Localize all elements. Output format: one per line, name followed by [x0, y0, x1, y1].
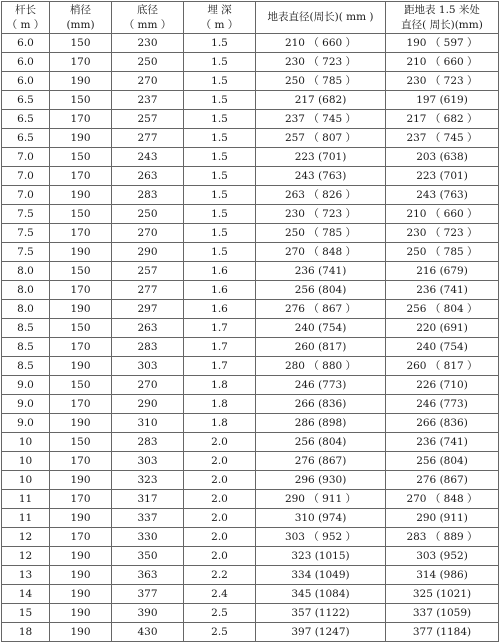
cell-ground-diameter: 256 (804) [256, 281, 386, 300]
header-bottom-diameter-unit: （ mm ） [123, 18, 172, 31]
cell-ground-diameter: 210 （ 660 ） [256, 34, 386, 53]
cell-bottom-diameter: 350 [112, 547, 184, 566]
header-bottom-diameter [112, 2, 184, 34]
cell-ground-diameter: 270 （ 848 ） [256, 243, 386, 262]
table-row [2, 490, 499, 509]
cell-burial-depth: 1.6 [184, 300, 256, 319]
header-pole-length [2, 2, 50, 34]
table-row [2, 509, 499, 528]
table-header [2, 2, 499, 34]
cell-pole-length: 13 [2, 566, 50, 585]
header-diameter-at-1-5m [386, 2, 499, 34]
table-row [2, 471, 499, 490]
cell-top-diameter: 190 [50, 623, 112, 642]
cell-diameter-at-1-5m: 256 （ 804 ） [386, 300, 499, 319]
cell-bottom-diameter: 257 [112, 110, 184, 129]
cell-top-diameter: 170 [50, 224, 112, 243]
cell-top-diameter: 190 [50, 357, 112, 376]
cell-diameter-at-1-5m: 223 (701) [386, 167, 499, 186]
cell-pole-length: 10 [2, 452, 50, 471]
cell-diameter-at-1-5m: 236 (741) [386, 433, 499, 452]
cell-burial-depth: 1.7 [184, 357, 256, 376]
cell-bottom-diameter: 243 [112, 148, 184, 167]
cell-burial-depth: 1.5 [184, 34, 256, 53]
cell-pole-length: 7.5 [2, 243, 50, 262]
cell-burial-depth: 1.8 [184, 414, 256, 433]
cell-diameter-at-1-5m: 216 (679) [386, 262, 499, 281]
cell-top-diameter: 150 [50, 34, 112, 53]
cell-diameter-at-1-5m: 250 （ 785 ） [386, 243, 499, 262]
table-row [2, 528, 499, 547]
cell-top-diameter: 190 [50, 243, 112, 262]
cell-burial-depth: 2.0 [184, 528, 256, 547]
table-row [2, 281, 499, 300]
cell-pole-length: 6.5 [2, 110, 50, 129]
cell-ground-diameter: 357 (1122) [256, 604, 386, 623]
cell-ground-diameter: 230 （ 723 ） [256, 53, 386, 72]
cell-top-diameter: 190 [50, 509, 112, 528]
table-row [2, 167, 499, 186]
cell-pole-length: 8.5 [2, 357, 50, 376]
cell-ground-diameter: 263 （ 826 ） [256, 186, 386, 205]
table-row [2, 414, 499, 433]
table-row [2, 357, 499, 376]
cell-ground-diameter: 250 （ 785 ） [256, 224, 386, 243]
cell-pole-length: 9.0 [2, 414, 50, 433]
cell-ground-diameter: 323 (1015) [256, 547, 386, 566]
cell-top-diameter: 190 [50, 566, 112, 585]
cell-bottom-diameter: 263 [112, 167, 184, 186]
table-row [2, 623, 499, 642]
cell-burial-depth: 2.0 [184, 547, 256, 566]
header-ground-diameter-label: 地表直径(周长)( mm ) [267, 11, 374, 23]
table-row [2, 433, 499, 452]
cell-diameter-at-1-5m: 197 (619) [386, 91, 499, 110]
header-ground-diameter [256, 2, 386, 34]
table-row [2, 452, 499, 471]
table-row [2, 262, 499, 281]
header-top-diameter-label: 梢径 [70, 3, 91, 16]
table-row [2, 148, 499, 167]
table-row [2, 376, 499, 395]
cell-ground-diameter: 217 (682) [256, 91, 386, 110]
cell-diameter-at-1-5m: 246 (773) [386, 395, 499, 414]
cell-burial-depth: 1.5 [184, 186, 256, 205]
cell-diameter-at-1-5m: 190 （ 597 ） [386, 34, 499, 53]
cell-diameter-at-1-5m: 377 (1184) [386, 623, 499, 642]
cell-burial-depth: 2.5 [184, 604, 256, 623]
cell-diameter-at-1-5m: 243 (763) [386, 186, 499, 205]
cell-burial-depth: 2.0 [184, 471, 256, 490]
cell-diameter-at-1-5m: 325 (1021) [386, 585, 499, 604]
table-row [2, 91, 499, 110]
cell-top-diameter: 190 [50, 471, 112, 490]
cell-ground-diameter: 310 (974) [256, 509, 386, 528]
table-row [2, 395, 499, 414]
cell-diameter-at-1-5m: 230 （ 723 ） [386, 224, 499, 243]
cell-top-diameter: 150 [50, 91, 112, 110]
cell-burial-depth: 2.4 [184, 585, 256, 604]
cell-bottom-diameter: 230 [112, 34, 184, 53]
cell-bottom-diameter: 317 [112, 490, 184, 509]
table-row [2, 129, 499, 148]
cell-pole-length: 14 [2, 585, 50, 604]
cell-burial-depth: 1.8 [184, 376, 256, 395]
cell-diameter-at-1-5m: 230 （ 723 ） [386, 72, 499, 91]
cell-ground-diameter: 286 (898) [256, 414, 386, 433]
cell-diameter-at-1-5m: 203 (638) [386, 148, 499, 167]
table-row [2, 604, 499, 623]
cell-top-diameter: 150 [50, 319, 112, 338]
cell-pole-length: 11 [2, 490, 50, 509]
header-diameter-at-1-5m-unit: 直径( 周长)(mm) [401, 18, 483, 31]
table-row [2, 110, 499, 129]
cell-bottom-diameter: 390 [112, 604, 184, 623]
cell-bottom-diameter: 250 [112, 205, 184, 224]
cell-ground-diameter: 260 (817) [256, 338, 386, 357]
cell-diameter-at-1-5m: 256 (804) [386, 452, 499, 471]
cell-top-diameter: 150 [50, 376, 112, 395]
cell-top-diameter: 170 [50, 338, 112, 357]
cell-top-diameter: 170 [50, 452, 112, 471]
cell-ground-diameter: 230 （ 723 ） [256, 205, 386, 224]
cell-burial-depth: 2.5 [184, 623, 256, 642]
cell-pole-length: 8.0 [2, 300, 50, 319]
cell-ground-diameter: 237 （ 745 ） [256, 110, 386, 129]
cell-pole-length: 10 [2, 433, 50, 452]
cell-top-diameter: 150 [50, 148, 112, 167]
cell-bottom-diameter: 257 [112, 262, 184, 281]
table-row [2, 566, 499, 585]
cell-bottom-diameter: 277 [112, 281, 184, 300]
cell-burial-depth: 1.6 [184, 262, 256, 281]
cell-diameter-at-1-5m: 260 （ 817 ） [386, 357, 499, 376]
cell-burial-depth: 1.5 [184, 205, 256, 224]
table-row [2, 186, 499, 205]
cell-burial-depth: 1.7 [184, 319, 256, 338]
cell-burial-depth: 1.6 [184, 281, 256, 300]
cell-ground-diameter: 243 (763) [256, 167, 386, 186]
cell-ground-diameter: 334 (1049) [256, 566, 386, 585]
table-row [2, 243, 499, 262]
cell-pole-length: 9.0 [2, 395, 50, 414]
cell-ground-diameter: 223 (701) [256, 148, 386, 167]
cell-diameter-at-1-5m: 266 (836) [386, 414, 499, 433]
cell-top-diameter: 190 [50, 585, 112, 604]
header-burial-depth [184, 2, 256, 34]
cell-top-diameter: 150 [50, 205, 112, 224]
cell-diameter-at-1-5m: 220 (691) [386, 319, 499, 338]
cell-bottom-diameter: 270 [112, 72, 184, 91]
cell-burial-depth: 1.5 [184, 129, 256, 148]
table-row [2, 338, 499, 357]
header-row [2, 2, 499, 34]
cell-ground-diameter: 250 （ 785 ） [256, 72, 386, 91]
cell-bottom-diameter: 377 [112, 585, 184, 604]
cell-ground-diameter: 240 (754) [256, 319, 386, 338]
cell-burial-depth: 1.5 [184, 243, 256, 262]
cell-burial-depth: 1.8 [184, 395, 256, 414]
cell-burial-depth: 1.7 [184, 338, 256, 357]
cell-pole-length: 6.0 [2, 34, 50, 53]
cell-diameter-at-1-5m: 337 (1059) [386, 604, 499, 623]
cell-burial-depth: 2.0 [184, 490, 256, 509]
cell-diameter-at-1-5m: 237 （ 745 ） [386, 129, 499, 148]
cell-top-diameter: 190 [50, 414, 112, 433]
cell-diameter-at-1-5m: 303 (952) [386, 547, 499, 566]
cell-bottom-diameter: 430 [112, 623, 184, 642]
cell-bottom-diameter: 303 [112, 357, 184, 376]
cell-diameter-at-1-5m: 283 （ 889 ） [386, 528, 499, 547]
cell-ground-diameter: 397 (1247) [256, 623, 386, 642]
cell-ground-diameter: 290 （ 911 ） [256, 490, 386, 509]
cell-bottom-diameter: 323 [112, 471, 184, 490]
cell-pole-length: 8.5 [2, 319, 50, 338]
cell-top-diameter: 190 [50, 186, 112, 205]
cell-diameter-at-1-5m: 226 (710) [386, 376, 499, 395]
cell-burial-depth: 1.5 [184, 110, 256, 129]
table-body [2, 34, 499, 642]
cell-bottom-diameter: 250 [112, 53, 184, 72]
cell-top-diameter: 170 [50, 110, 112, 129]
cell-diameter-at-1-5m: 210 （ 660 ） [386, 53, 499, 72]
table-row [2, 319, 499, 338]
cell-ground-diameter: 276 （ 867 ） [256, 300, 386, 319]
cell-burial-depth: 1.5 [184, 167, 256, 186]
cell-diameter-at-1-5m: 236 (741) [386, 281, 499, 300]
cell-pole-length: 8.5 [2, 338, 50, 357]
cell-pole-length: 10 [2, 471, 50, 490]
cell-ground-diameter: 236 (741) [256, 262, 386, 281]
cell-bottom-diameter: 290 [112, 395, 184, 414]
table-row [2, 53, 499, 72]
cell-pole-length: 7.5 [2, 224, 50, 243]
cell-pole-length: 12 [2, 547, 50, 566]
cell-top-diameter: 190 [50, 547, 112, 566]
cell-diameter-at-1-5m: 217 （ 682 ） [386, 110, 499, 129]
cell-ground-diameter: 266 (836) [256, 395, 386, 414]
cell-top-diameter: 170 [50, 395, 112, 414]
cell-bottom-diameter: 297 [112, 300, 184, 319]
header-burial-depth-unit: （ m ） [200, 18, 239, 31]
header-pole-length-unit: （ m ） [6, 18, 45, 31]
cell-bottom-diameter: 277 [112, 129, 184, 148]
cell-diameter-at-1-5m: 290 (911) [386, 509, 499, 528]
cell-pole-length: 12 [2, 528, 50, 547]
cell-ground-diameter: 276 (867) [256, 452, 386, 471]
header-top-diameter-unit: (mm) [66, 18, 95, 31]
cell-burial-depth: 2.2 [184, 566, 256, 585]
cell-pole-length: 11 [2, 509, 50, 528]
header-top-diameter [50, 2, 112, 34]
cell-burial-depth: 2.0 [184, 433, 256, 452]
cell-burial-depth: 2.0 [184, 509, 256, 528]
cell-top-diameter: 170 [50, 528, 112, 547]
cell-pole-length: 6.0 [2, 53, 50, 72]
cell-diameter-at-1-5m: 240 (754) [386, 338, 499, 357]
cell-ground-diameter: 257 （ 807 ） [256, 129, 386, 148]
table-row [2, 205, 499, 224]
header-diameter-at-1-5m-label: 距地表 1.5 米处 [404, 3, 480, 16]
cell-burial-depth: 1.5 [184, 72, 256, 91]
header-bottom-diameter-label: 底径 [137, 3, 158, 16]
cell-pole-length: 6.5 [2, 91, 50, 110]
cell-bottom-diameter: 270 [112, 376, 184, 395]
table-row [2, 585, 499, 604]
table-row [2, 547, 499, 566]
cell-diameter-at-1-5m: 276 (867) [386, 471, 499, 490]
cell-bottom-diameter: 237 [112, 91, 184, 110]
cell-top-diameter: 190 [50, 300, 112, 319]
cell-bottom-diameter: 303 [112, 452, 184, 471]
cell-pole-length: 7.5 [2, 205, 50, 224]
cell-ground-diameter: 345 (1084) [256, 585, 386, 604]
cell-ground-diameter: 303 （ 952 ） [256, 528, 386, 547]
pole-spec-table [1, 1, 499, 642]
cell-diameter-at-1-5m: 314 (986) [386, 566, 499, 585]
cell-pole-length: 15 [2, 604, 50, 623]
cell-burial-depth: 2.0 [184, 452, 256, 471]
cell-pole-length: 7.0 [2, 148, 50, 167]
cell-bottom-diameter: 283 [112, 338, 184, 357]
cell-bottom-diameter: 270 [112, 224, 184, 243]
cell-bottom-diameter: 283 [112, 433, 184, 452]
cell-top-diameter: 150 [50, 433, 112, 452]
table-row [2, 72, 499, 91]
cell-top-diameter: 170 [50, 281, 112, 300]
cell-bottom-diameter: 330 [112, 528, 184, 547]
cell-top-diameter: 170 [50, 167, 112, 186]
cell-pole-length: 8.0 [2, 281, 50, 300]
cell-burial-depth: 1.5 [184, 224, 256, 243]
cell-bottom-diameter: 310 [112, 414, 184, 433]
cell-bottom-diameter: 337 [112, 509, 184, 528]
cell-top-diameter: 190 [50, 72, 112, 91]
cell-ground-diameter: 256 (804) [256, 433, 386, 452]
cell-pole-length: 6.5 [2, 129, 50, 148]
header-pole-length-label: 杆长 [15, 3, 36, 16]
cell-pole-length: 8.0 [2, 262, 50, 281]
cell-top-diameter: 170 [50, 490, 112, 509]
cell-burial-depth: 1.5 [184, 148, 256, 167]
cell-pole-length: 7.0 [2, 167, 50, 186]
cell-pole-length: 9.0 [2, 376, 50, 395]
header-burial-depth-label: 埋 深 [207, 3, 232, 16]
cell-top-diameter: 190 [50, 604, 112, 623]
cell-bottom-diameter: 363 [112, 566, 184, 585]
cell-diameter-at-1-5m: 270 （ 848 ） [386, 490, 499, 509]
cell-pole-length: 6.0 [2, 72, 50, 91]
table-row [2, 224, 499, 243]
cell-ground-diameter: 296 (930) [256, 471, 386, 490]
cell-top-diameter: 170 [50, 53, 112, 72]
cell-bottom-diameter: 283 [112, 186, 184, 205]
cell-pole-length: 18 [2, 623, 50, 642]
cell-top-diameter: 190 [50, 129, 112, 148]
cell-burial-depth: 1.5 [184, 91, 256, 110]
cell-top-diameter: 150 [50, 262, 112, 281]
cell-diameter-at-1-5m: 210 （ 660 ） [386, 205, 499, 224]
cell-bottom-diameter: 263 [112, 319, 184, 338]
cell-ground-diameter: 246 (773) [256, 376, 386, 395]
table-row [2, 34, 499, 53]
cell-pole-length: 7.0 [2, 186, 50, 205]
cell-burial-depth: 1.5 [184, 53, 256, 72]
table-row [2, 300, 499, 319]
cell-bottom-diameter: 290 [112, 243, 184, 262]
cell-ground-diameter: 280 （ 880 ） [256, 357, 386, 376]
